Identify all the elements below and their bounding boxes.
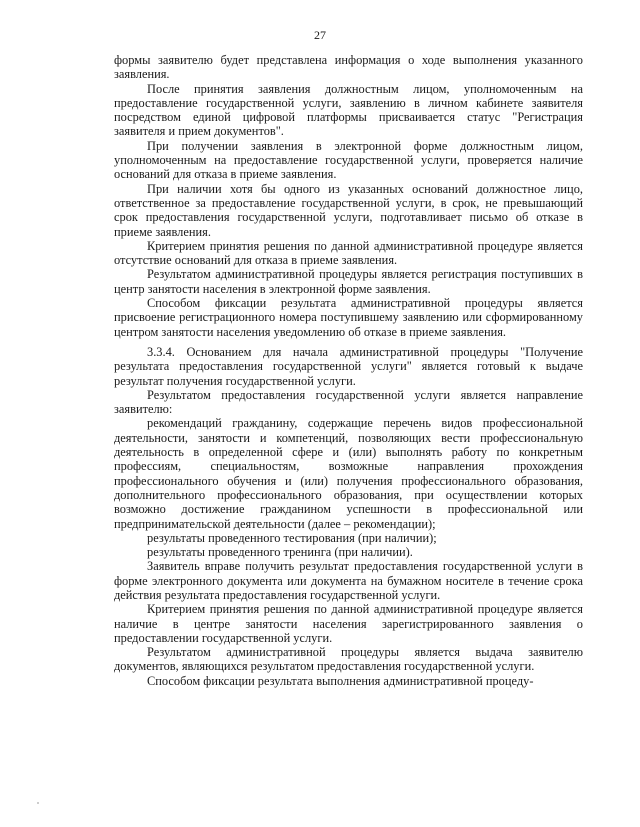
paragraph-11: результаты проведенного тестирования (при наличии); [147,530,437,545]
paragraph-2: После принятия заявления должностным лицом, уполномоченным на предоставление государственной услуги, заявлению в личном кабинете заявителя посредством единой цифровой платформы присваивается статус "Регистрация заявителя и прием документов". [114,81,583,139]
scan-speck [37,802,39,804]
paragraph-9: Результатом предоставления государственной услуги является направление заявителю: [114,387,583,417]
paragraph-14: Критерием принятия решения по данной административной процедуре является наличие в центре занятости населения зарегистрированного заявления о предоставлении государственной услуги. [114,602,583,645]
paragraph-13: Заявитель вправе получить результат предоставления государственной услуги в форме электронного документа или документа на бумажном носителе в течение срока действия результата предоставления государственной услуги. [114,559,583,602]
paragraph-10: рекомендаций гражданину, содержащие перечень видов профессиональной деятельности, занятости и компетенций, позволяющих вести профессиональную деятельность в определенной сфере и (или) выполнять работу по конкретным профессиям, специальностям, возможные направления прохождения профессионального обучения и (или) получения профессионального образования, дополнительного профессионального образования, при осуществлении которых возможно достижение гражданином успешности в профессиональной или предпринимательской деятельности (далее – рекомендации); [114,416,583,531]
paragraph-5: Критерием принятия решения по данной административной процедуре является отсутствие оснований для отказа в приеме заявления. [114,238,583,268]
page-number: 27 [314,28,326,42]
paragraph-4: При наличии хотя бы одного из указанных оснований должностное лицо, ответственное за предоставление государственной услуги, в срок, не превышающий срок предоставления государственной услуги, подготавливает письмо об отказе в приеме заявления. [114,181,583,239]
paragraph-15: Результатом административной процедуры является выдача заявителю документов, являющихся результатом предоставления государственной услуги. [114,645,583,674]
body-text [114,53,583,688]
paragraph-16: Способом фиксации результата выполнения административной процеду- [147,673,534,688]
paragraph-1: формы заявителю будет представлена информация о ходе выполнения указанного заявления. [114,53,583,82]
paragraph-6: Результатом административной процедуры является регистрация поступивших в центр занятости населения в электронной форме заявления. [114,267,583,296]
paragraph-8: 3.3.4. Основанием для начала административной процедуры "Получение результата предоставления государственной услуги" является готовый к выдаче результат получения государственной услуги. [114,344,583,388]
paragraph-3: При получении заявления в электронной форме должностным лицом, уполномоченным на предоставление государственной услуги, проверяется наличие оснований для отказа в приеме заявления. [114,138,583,182]
paragraph-7: Способом фиксации результата административной процедуры является присвоение регистрационного номера поступившему заявлению или сформированному центром занятости населения уведомлению об отказе в приеме заявления. [114,296,583,339]
paragraph-12: результаты проведенного тренинга (при наличии). [147,545,413,560]
